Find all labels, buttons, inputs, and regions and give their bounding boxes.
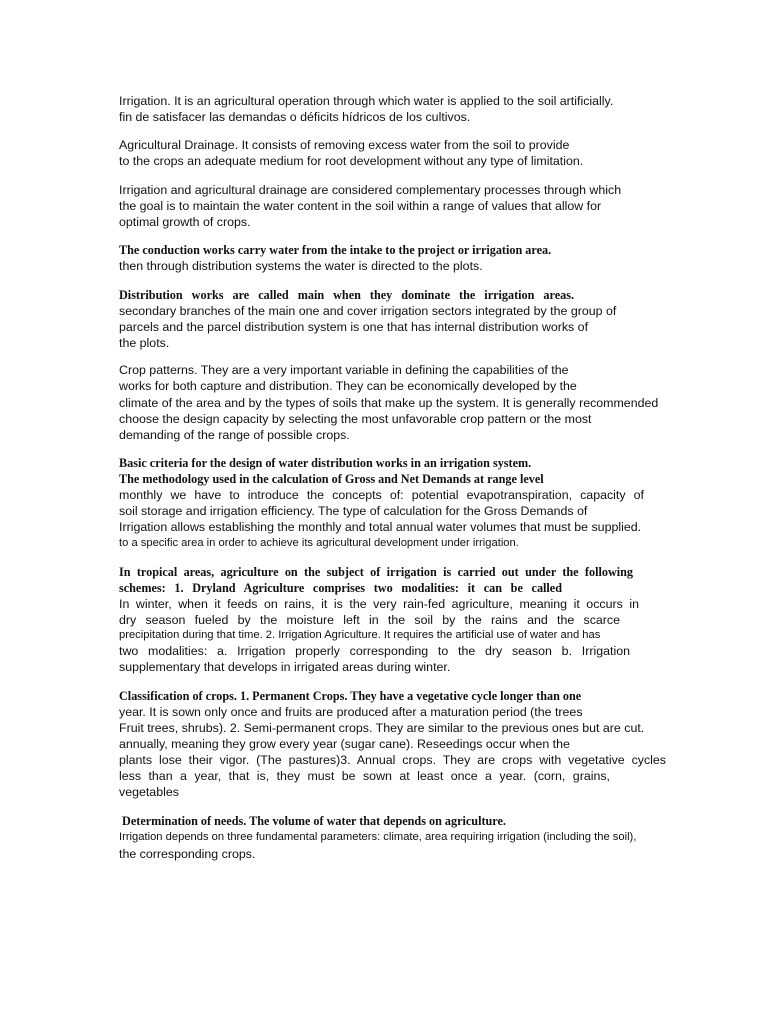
text-line: year. It is sown only once and fruits are produced after a maturation period (the trees [119, 705, 583, 719]
text-line: soil storage and irrigation efficiency. The type of calculation for the Gross Demands of [119, 504, 588, 518]
text-line: precipitation during that time. 2. Irrigation Agriculture. It requires the artificial use of water and has [119, 629, 601, 641]
text-line: fin de satisfacer las demandas o déficits hídricos de los cultivos. [119, 110, 471, 124]
text-line: to a specific area in order to achieve its agricultural development under irrigation. [119, 537, 519, 549]
text-line: the corresponding crops. [119, 847, 256, 861]
text-line: choose the design capacity by selecting the most unfavorable crop pattern or the most [119, 412, 592, 426]
text-line: Irrigation. It is an agricultural operation through which water is applied to the soil artificially. [119, 94, 614, 108]
paragraph-heading: The methodology used in the calculation of Gross and Net Demands at range level [119, 472, 544, 486]
text-line: optimal growth of crops. [119, 215, 251, 229]
paragraph-heading: In tropical areas, agriculture on the subject of irrigation is carried out under the following [119, 565, 633, 579]
paragraph-heading: Distribution works are called main when they dominate the irrigation areas. [119, 288, 574, 302]
text-line: annually, meaning they grow every year (sugar cane). Reseedings occur when the [119, 737, 570, 751]
text-line: then through distribution systems the water is directed to the plots. [119, 259, 483, 273]
paragraph-heading: Classification of crops. 1. Permanent Crops. They have a vegetative cycle longer than one [119, 689, 582, 703]
paragraph-heading: Basic criteria for the design of water distribution works in an irrigation system. [119, 456, 532, 470]
text-line: In winter, when it feeds on rains, it is the very rain-fed agriculture, meaning it occurs in [119, 597, 639, 611]
text-line: less than a year, that is, they must be sown at least once a year. (corn, grains, [119, 769, 610, 783]
text-line: supplementary that develops in irrigated areas during winter. [119, 660, 451, 674]
text-line: Irrigation and agricultural drainage are considered complementary processes through which [119, 183, 622, 197]
text-line: Crop patterns. They are a very important variable in defining the capabilities of the [119, 363, 569, 377]
text-line: demanding of the range of possible crops. [119, 428, 350, 442]
text-line: the goal is to maintain the water content in the soil within a range of values that allow for [119, 199, 602, 213]
text-line: plants lose their vigor. (The pastures)3. Annual crops. They are crops with vegetative cycles [119, 753, 666, 767]
text-line: monthly we have to introduce the concepts of: potential evapotranspiration, capacity of [119, 488, 644, 502]
text-line: climate of the area and by the types of soils that make up the system. It is generally recommended [119, 396, 659, 410]
text-line: Irrigation depends on three fundamental parameters: climate, area requiring irrigation (including the soil), [119, 831, 637, 843]
text-line: secondary branches of the main one and cover irrigation sectors integrated by the group of [119, 304, 617, 318]
text-line: two modalities: a. Irrigation properly corresponding to the dry season b. Irrigation [119, 644, 630, 658]
text-line: parcels and the parcel distribution system is one that has internal distribution works of [119, 320, 589, 334]
paragraph-heading: schemes: 1. Dryland Agriculture comprises two modalities: it can be called [119, 581, 562, 595]
paragraph-heading: The conduction works carry water from the intake to the project or irrigation area. [119, 243, 552, 257]
paragraph-heading: Determination of needs. The volume of water that depends on agriculture. [119, 814, 506, 828]
text-line: Irrigation allows establishing the monthly and total annual water volumes that must be supplied. [119, 520, 642, 534]
text-line: works for both capture and distribution. They can be economically developed by the [119, 379, 577, 393]
text-line: Agricultural Drainage. It consists of removing excess water from the soil to provide [119, 138, 570, 152]
text-line: dry season fueled by the moisture left in the soil by the rains and the scarce [119, 613, 620, 627]
text-line: the plots. [119, 336, 170, 350]
text-line: to the crops an adequate medium for root development without any type of limitation. [119, 154, 584, 168]
text-line: Fruit trees, shrubs). 2. Semi-permanent crops. They are similar to the previous ones but are cut. [119, 721, 645, 735]
text-line: vegetables [119, 785, 179, 799]
